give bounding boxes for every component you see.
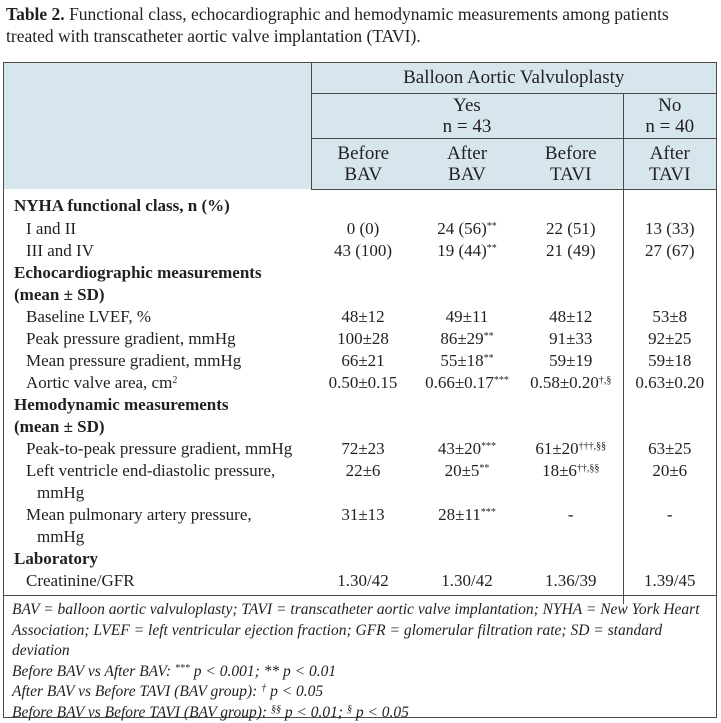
row-label [4,350,311,372]
cell-text: 72±23 [341,439,384,458]
cell-value [623,548,716,570]
cell-value [415,350,519,372]
header-no-n: n = 40 [625,116,716,137]
table-row [4,240,716,262]
header-col-line1: Before [313,143,415,164]
cell-value [519,306,623,328]
significance-marker: †††,§§ [579,441,607,452]
cell-text: 0.63±0.20 [635,373,704,392]
header-no-label: No [625,95,716,116]
cell-text: 48±12 [549,307,592,326]
significance-marker: †,§ [599,375,612,386]
cell-value [415,284,519,306]
cell-value [519,240,623,262]
cell-text: 59±18 [648,351,691,370]
cell-value [519,570,623,592]
significance-marker: ** [484,331,494,342]
row-label-text: mmHg [37,483,84,502]
table-row [4,218,716,240]
cell-value [623,394,716,416]
cell-value [311,189,415,218]
significance-marker: ** [479,463,489,474]
cell-value [623,350,716,372]
header-col-line1: After [625,143,716,164]
cell-value [623,262,716,284]
cell-value [311,416,415,438]
header-yes [311,93,623,138]
section-row [4,548,716,570]
cell-text: 24 (56) [437,219,487,238]
row-label [4,240,311,262]
cell-value [623,284,716,306]
row-label-text: (mean ± SD) [14,417,105,436]
cell-value [311,372,415,394]
row-label [4,189,311,218]
cell-text: 20±6 [652,461,687,480]
row-label [4,548,311,570]
cell-value [519,372,623,394]
footnote-line [12,621,716,662]
header-blank [4,63,311,189]
cell-text: 48±12 [341,307,384,326]
header-yes-n: n = 43 [313,116,622,137]
row-label-text: I and II [26,219,76,238]
cell-value [623,306,716,328]
section-row [4,394,716,416]
footnote-text: After BAV vs Before TAVI (BAV group): [12,683,261,700]
table-row [4,372,716,394]
table-row [4,438,716,460]
cell-value [415,482,519,504]
row-label [4,504,311,526]
footnote-superscript: §§ [271,704,281,715]
cell-value [311,482,415,504]
cell-text: 43 (100) [334,241,392,260]
row-label [4,372,311,394]
cell-value [415,504,519,526]
cell-value [623,189,716,218]
cell-value [623,570,716,592]
cell-text: 92±25 [648,329,691,348]
footnote-superscript: § [347,704,352,715]
header-yes-label: Yes [313,95,622,116]
cell-text: 1.30/42 [337,571,388,590]
cell-value [623,526,716,548]
row-label-text: mmHg [37,527,84,546]
footnote-superscript: *** [175,663,190,674]
table-row [4,482,716,504]
cell-value [519,262,623,284]
header-group-title: Balloon Aortic Valvuloplasty [311,63,716,93]
row-label [4,262,311,284]
cell-value [311,526,415,548]
table-row [4,306,716,328]
cell-value [519,460,623,482]
cell-text: 1.39/45 [644,571,695,590]
significance-marker: ** [484,353,494,364]
section-row [4,416,716,438]
cell-value [311,394,415,416]
row-label-text: Laboratory [14,549,98,568]
cell-value [519,526,623,548]
row-label-text: Left ventricle end-diastolic pressure, [26,461,275,480]
cell-text: 100±28 [337,329,389,348]
cell-value [415,416,519,438]
cell-value [623,218,716,240]
header-col-after-tavi [623,138,716,189]
data-table [3,62,717,596]
cell-text: 19 (44) [437,241,487,260]
cell-value [311,262,415,284]
row-label-text: Creatinine/GFR [26,571,135,590]
cell-text: 0.66±0.17 [425,373,494,392]
cell-text: 49±11 [446,307,489,326]
cell-value [415,328,519,350]
cell-text: 13 (33) [645,219,695,238]
cell-value [623,372,716,394]
section-row [4,284,716,306]
section-row [4,189,716,218]
cell-value [519,284,623,306]
cell-value [311,548,415,570]
header-col-line2: TAVI [520,164,622,185]
cell-value [311,438,415,460]
cell-value [311,218,415,240]
significance-marker: *** [494,375,509,386]
cell-text: - [568,505,574,524]
row-label-text: (mean ± SD) [14,285,105,304]
row-label [4,570,311,592]
row-label-text: Peak pressure gradient, mmHg [26,329,236,348]
cell-text: 0 (0) [347,219,380,238]
table-footnotes [3,596,717,718]
cell-value [311,570,415,592]
cell-text: 22 (51) [546,219,596,238]
footnote-text: p < 0.01; [281,704,347,721]
row-label-text: Mean pressure gradient, mmHg [26,351,241,370]
row-label [4,438,311,460]
label-superscript: 2 [172,375,177,386]
section-row [4,262,716,284]
caption-text: Functional class, echocardiographic and hemodynamic measurements among patients treated with transcatheter aortic valve implantation (TAVI). [6,4,669,46]
footnote-line [12,662,716,683]
cell-text: 0.58±0.20 [530,373,599,392]
row-label-text: NYHA functional class, n (%) [14,196,230,215]
cell-value [519,328,623,350]
header-col-line1: After [416,143,518,164]
cell-value [311,328,415,350]
table-row [4,526,716,548]
significance-marker: ** [487,243,497,254]
cell-value [311,284,415,306]
cell-value [519,394,623,416]
cell-value [311,504,415,526]
significance-marker: *** [481,441,496,452]
significance-marker: ** [487,221,497,232]
row-label-text: Aortic valve area, cm [26,373,172,392]
cell-text: 43±20 [438,439,481,458]
row-label-text: Peak-to-peak pressure gradient, mmHg [26,439,292,458]
cell-value [415,460,519,482]
cell-text: 27 (67) [645,241,695,260]
table-row [4,570,716,592]
cell-value [311,306,415,328]
table-body [4,189,716,604]
cell-value [519,416,623,438]
cell-value [415,218,519,240]
footnote-line [12,600,716,621]
cell-text: 86±29 [440,329,483,348]
row-label [4,328,311,350]
row-label [4,482,311,504]
cell-value [415,548,519,570]
cell-value [623,240,716,262]
cell-value [623,504,716,526]
cell-text: 31±13 [341,505,384,524]
cell-text: 91±33 [549,329,592,348]
cell-value [623,482,716,504]
cell-value [519,482,623,504]
cell-text: 21 (49) [546,241,596,260]
cell-value [415,570,519,592]
row-label-text: Baseline LVEF, % [26,307,151,326]
cell-text: 18±6 [542,461,577,480]
table-row [4,350,716,372]
cell-text: 61±20 [535,439,578,458]
row-label [4,284,311,306]
header-col-before-tavi [519,138,623,189]
cell-value [415,526,519,548]
cell-value [415,394,519,416]
footnote-text: Before BAV vs After BAV: [12,663,175,680]
header-col-line2: BAV [313,164,415,185]
cell-value [415,240,519,262]
row-label [4,416,311,438]
cell-text: 20±5 [445,461,480,480]
cell-value [415,306,519,328]
cell-text: 22±6 [346,461,381,480]
cell-text: 1.30/42 [441,571,492,590]
significance-marker: ††,§§ [577,463,600,474]
cell-value [519,350,623,372]
cell-value [415,189,519,218]
footnote-line [12,703,716,723]
cell-text: 66±21 [341,351,384,370]
cell-value [519,189,623,218]
table-caption [6,3,718,47]
header-col-after-bav [415,138,519,189]
cell-value [415,438,519,460]
header-col-before-bav [311,138,415,189]
cell-value [415,262,519,284]
cell-text: 53±8 [652,307,687,326]
header-col-line2: BAV [416,164,518,185]
cell-text: 55±18 [440,351,483,370]
footnote-text: Association; LVEF = left ventricular ejection fraction; GFR = glomerular filtration rate; SD = standard deviation [12,622,662,660]
footnote-text: BAV = balloon aortic valvuloplasty; TAVI = transcatheter aortic valve implantation; NYHA = New York Heart [12,601,700,618]
caption-label: Table 2. [6,4,65,24]
footnote-text: p < 0.001; ** p < 0.01 [190,663,336,680]
row-label-text: Hemodynamic measurements [14,395,229,414]
cell-value [623,460,716,482]
cell-value [623,416,716,438]
cell-value [415,372,519,394]
table-row [4,460,716,482]
footnote-text: Before BAV vs Before TAVI (BAV group): [12,704,271,721]
header-no [623,93,716,138]
footnote-line [12,682,716,703]
cell-value [311,460,415,482]
footnote-superscript: † [261,683,266,694]
table-row [4,504,716,526]
cell-value [519,504,623,526]
footnote-text: p < 0.05 [266,683,323,700]
row-label [4,218,311,240]
cell-value [623,328,716,350]
row-label [4,306,311,328]
table-row [4,328,716,350]
row-label [4,460,311,482]
significance-marker: *** [481,507,496,518]
header-col-line1: Before [520,143,622,164]
cell-value [623,438,716,460]
row-label-text: Echocardiographic measurements [14,263,262,282]
cell-value [519,548,623,570]
cell-text: 59±19 [549,351,592,370]
row-label [4,526,311,548]
cell-text: 63±25 [648,439,691,458]
cell-text: 0.50±0.15 [329,373,398,392]
footnote-text: p < 0.05 [352,704,409,721]
cell-value [311,240,415,262]
row-label-text: Mean pulmonary artery pressure, [26,505,252,524]
row-label [4,394,311,416]
row-label-text: III and IV [26,241,94,260]
cell-text: 28±11 [438,505,481,524]
cell-value [519,438,623,460]
cell-value [311,350,415,372]
cell-text: 1.36/39 [545,571,596,590]
header-col-line2: TAVI [625,164,716,185]
cell-text: - [667,505,673,524]
cell-value [519,218,623,240]
